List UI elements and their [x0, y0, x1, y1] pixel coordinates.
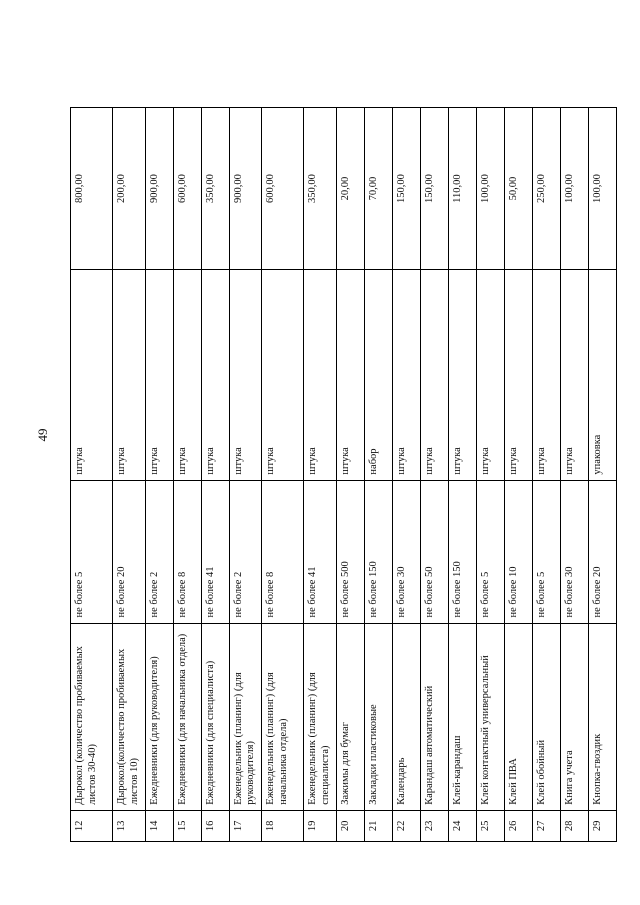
- item-name: Закладки пластиковые: [364, 623, 392, 810]
- row-number: 17: [229, 810, 262, 841]
- item-price: 70,00: [364, 108, 392, 270]
- item-quantity: не более 2: [229, 480, 262, 623]
- item-unit: штука: [532, 270, 560, 480]
- item-unit: штука: [504, 270, 532, 480]
- item-price: 150,00: [420, 108, 448, 270]
- table-row: [560, 108, 588, 842]
- row-number: 28: [560, 810, 588, 841]
- table-row: [420, 108, 448, 842]
- item-unit: упаковка: [588, 270, 616, 480]
- table-row: [392, 108, 420, 842]
- item-quantity: не более 41: [304, 480, 337, 623]
- row-number: 25: [476, 810, 504, 841]
- item-price: 800,00: [71, 108, 113, 270]
- item-quantity: не более 30: [560, 480, 588, 623]
- row-number: 15: [173, 810, 201, 841]
- table-row: [173, 108, 201, 842]
- item-name: Еженедельник (планинг) (для специалиста): [304, 623, 337, 810]
- supplies-table-container: [70, 107, 603, 842]
- page-number: 49: [35, 428, 50, 442]
- table-row: [201, 108, 229, 842]
- item-name: Еженедельник (планинг) (для руководителя): [229, 623, 262, 810]
- item-name: Клей контактный универсальный: [476, 623, 504, 810]
- item-unit: штука: [392, 270, 420, 480]
- item-price: 250,00: [532, 108, 560, 270]
- item-quantity: не более 5: [476, 480, 504, 623]
- item-name: Карандаш автоматический: [420, 623, 448, 810]
- item-name: Дырокол (количество пробиваемых листов 30-40): [71, 623, 113, 810]
- table-row: [304, 108, 337, 842]
- item-name: Ежедневники (для руководителя): [145, 623, 173, 810]
- item-name: Клей-карандаш: [448, 623, 476, 810]
- item-quantity: не более 150: [364, 480, 392, 623]
- item-unit: штука: [113, 270, 146, 480]
- item-unit: штука: [304, 270, 337, 480]
- item-name: Дырокол(количество пробиваемых листов 10): [113, 623, 146, 810]
- row-number: 24: [448, 810, 476, 841]
- item-unit: штука: [71, 270, 113, 480]
- item-name: Еженедельник (планинг) (для начальника отдела): [262, 623, 304, 810]
- row-number: 27: [532, 810, 560, 841]
- item-price: 600,00: [173, 108, 201, 270]
- item-quantity: не более 10: [504, 480, 532, 623]
- item-unit: штука: [560, 270, 588, 480]
- table-row: [448, 108, 476, 842]
- row-number: 14: [145, 810, 173, 841]
- item-name: Книга учета: [560, 623, 588, 810]
- item-name: Кнопка-гвоздик: [588, 623, 616, 810]
- table-row: [336, 108, 364, 842]
- table-row: [262, 108, 304, 842]
- item-unit: штука: [201, 270, 229, 480]
- row-number: 26: [504, 810, 532, 841]
- row-number: 20: [336, 810, 364, 841]
- table-row: [504, 108, 532, 842]
- table-row: [532, 108, 560, 842]
- row-number: 23: [420, 810, 448, 841]
- item-quantity: не более 20: [113, 480, 146, 623]
- item-quantity: не более 41: [201, 480, 229, 623]
- item-price: 900,00: [229, 108, 262, 270]
- item-unit: штука: [476, 270, 504, 480]
- row-number: 16: [201, 810, 229, 841]
- item-unit: набор: [364, 270, 392, 480]
- item-quantity: не более 30: [392, 480, 420, 623]
- item-name: Клей обойный: [532, 623, 560, 810]
- item-quantity: не более 8: [262, 480, 304, 623]
- item-price: 110,00: [448, 108, 476, 270]
- item-unit: штука: [145, 270, 173, 480]
- table-row: [229, 108, 262, 842]
- item-price: 600,00: [262, 108, 304, 270]
- item-quantity: не более 50: [420, 480, 448, 623]
- item-quantity: не более 5: [71, 480, 113, 623]
- row-number: 19: [304, 810, 337, 841]
- table-row: [476, 108, 504, 842]
- table-row: [145, 108, 173, 842]
- item-price: 100,00: [476, 108, 504, 270]
- table-row: [113, 108, 146, 842]
- item-price: 100,00: [588, 108, 616, 270]
- table-row: [588, 108, 616, 842]
- item-unit: штука: [173, 270, 201, 480]
- item-price: 150,00: [392, 108, 420, 270]
- row-number: 13: [113, 810, 146, 841]
- item-price: 50,00: [504, 108, 532, 270]
- item-name: Ежедневники (для специалиста): [201, 623, 229, 810]
- item-name: Зажимы для бумаг: [336, 623, 364, 810]
- item-quantity: не более 500: [336, 480, 364, 623]
- row-number: 21: [364, 810, 392, 841]
- item-price: 900,00: [145, 108, 173, 270]
- row-number: 29: [588, 810, 616, 841]
- item-quantity: не более 5: [532, 480, 560, 623]
- item-price: 200,00: [113, 108, 146, 270]
- row-number: 22: [392, 810, 420, 841]
- item-name: Календарь: [392, 623, 420, 810]
- item-name: Ежедневники (для начальника отдела): [173, 623, 201, 810]
- supplies-table: [70, 107, 617, 842]
- item-unit: штука: [336, 270, 364, 480]
- item-quantity: не более 150: [448, 480, 476, 623]
- item-name: Клей ПВА: [504, 623, 532, 810]
- item-quantity: не более 2: [145, 480, 173, 623]
- table-row: [364, 108, 392, 842]
- item-quantity: не более 8: [173, 480, 201, 623]
- item-price: 350,00: [201, 108, 229, 270]
- row-number: 12: [71, 810, 113, 841]
- row-number: 18: [262, 810, 304, 841]
- table-row: [71, 108, 113, 842]
- item-price: 100,00: [560, 108, 588, 270]
- item-price: 350,00: [304, 108, 337, 270]
- item-unit: штука: [448, 270, 476, 480]
- item-unit: штука: [262, 270, 304, 480]
- item-price: 20,00: [336, 108, 364, 270]
- item-unit: штука: [229, 270, 262, 480]
- item-unit: штука: [420, 270, 448, 480]
- item-quantity: не более 20: [588, 480, 616, 623]
